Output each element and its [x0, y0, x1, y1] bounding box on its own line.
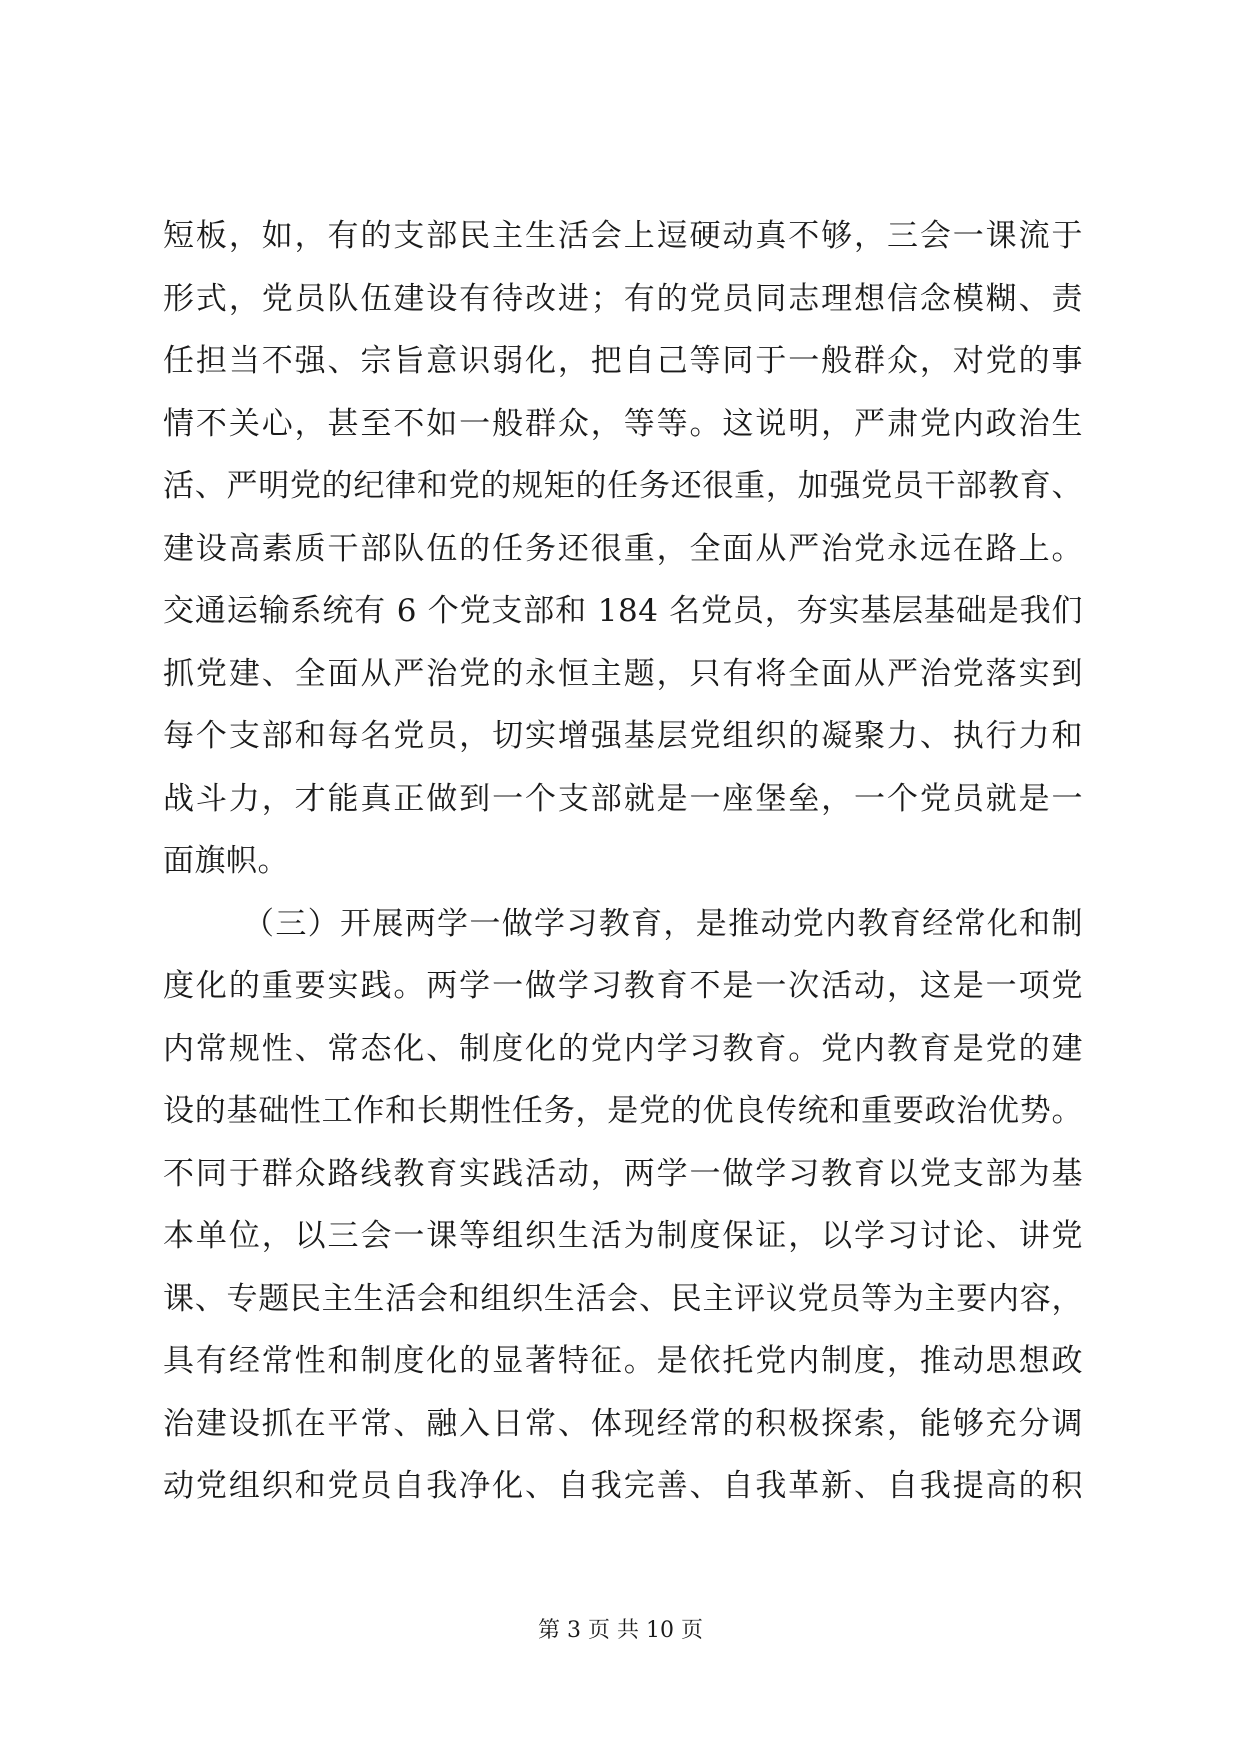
text-line: 本单位，以三会一课等组织生活为制度保证，以学习讨论、讲党 [163, 1218, 1083, 1254]
text-line: 内常规性、常态化、制度化的党内学习教育。党内教育是党的建 [163, 1030, 1083, 1067]
text-line: 任担当不强、宗旨意识弱化，把自己等同于一般群众，对党的事 [163, 343, 1083, 379]
text-line: 动党组织和党员自我净化、自我完善、自我革新、自我提高的积 [163, 1468, 1083, 1504]
text-line: 形式，党员队伍建设有待改进；有的党员同志理想信念模糊、责 [163, 280, 1083, 317]
text-line: 不同于群众路线教育实践活动，两学一做学习教育以党支部为基 [163, 1155, 1083, 1192]
text-line: 每个支部和每名党员，切实增强基层党组织的凝聚力、执行力和 [163, 718, 1083, 754]
text-line: 度化的重要实践。两学一做学习教育不是一次活动，这是一项党 [163, 968, 1083, 1004]
text-line: 交通运输系统有 6 个党支部和 184 名党员，夯实基层基础是我们 [163, 593, 1083, 629]
text-line: 治建设抓在平常、融入日常、体现经常的积极探索，能够充分调 [163, 1405, 1083, 1442]
text-line: 具有经常性和制度化的显著特征。是依托党内制度，推动思想政 [163, 1343, 1083, 1379]
text-line: 课、专题民主生活会和组织生活会、民主评议党员等为主要内容， [163, 1280, 1083, 1317]
document-body [163, 205, 1083, 1518]
text-line: 面旗帜。 [163, 843, 289, 879]
page-number-footer: 第 3 页 共 10 页 [538, 1618, 703, 1643]
section-heading-line: （三）开展两学一做学习教育，是推动党内教育经常化和制 [243, 905, 1083, 942]
text-line: 活、严明党的纪律和党的规矩的任务还很重，加强党员干部教育、 [163, 468, 1083, 504]
text-line: 战斗力，才能真正做到一个支部就是一座堡垒，一个党员就是一 [163, 780, 1083, 817]
text-line: 短板，如，有的支部民主生活会上逗硬动真不够，三会一课流于 [163, 218, 1083, 254]
text-line: 情不关心，甚至不如一般群众，等等。这说明，严肃党内政治生 [163, 405, 1083, 442]
text-line: 建设高素质干部队伍的任务还很重，全面从严治党永远在路上。 [163, 530, 1083, 567]
text-line: 设的基础性工作和长期性任务，是党的优良传统和重要政治优势。 [163, 1093, 1083, 1129]
text-line: 抓党建、全面从严治党的永恒主题，只有将全面从严治党落实到 [163, 655, 1083, 692]
